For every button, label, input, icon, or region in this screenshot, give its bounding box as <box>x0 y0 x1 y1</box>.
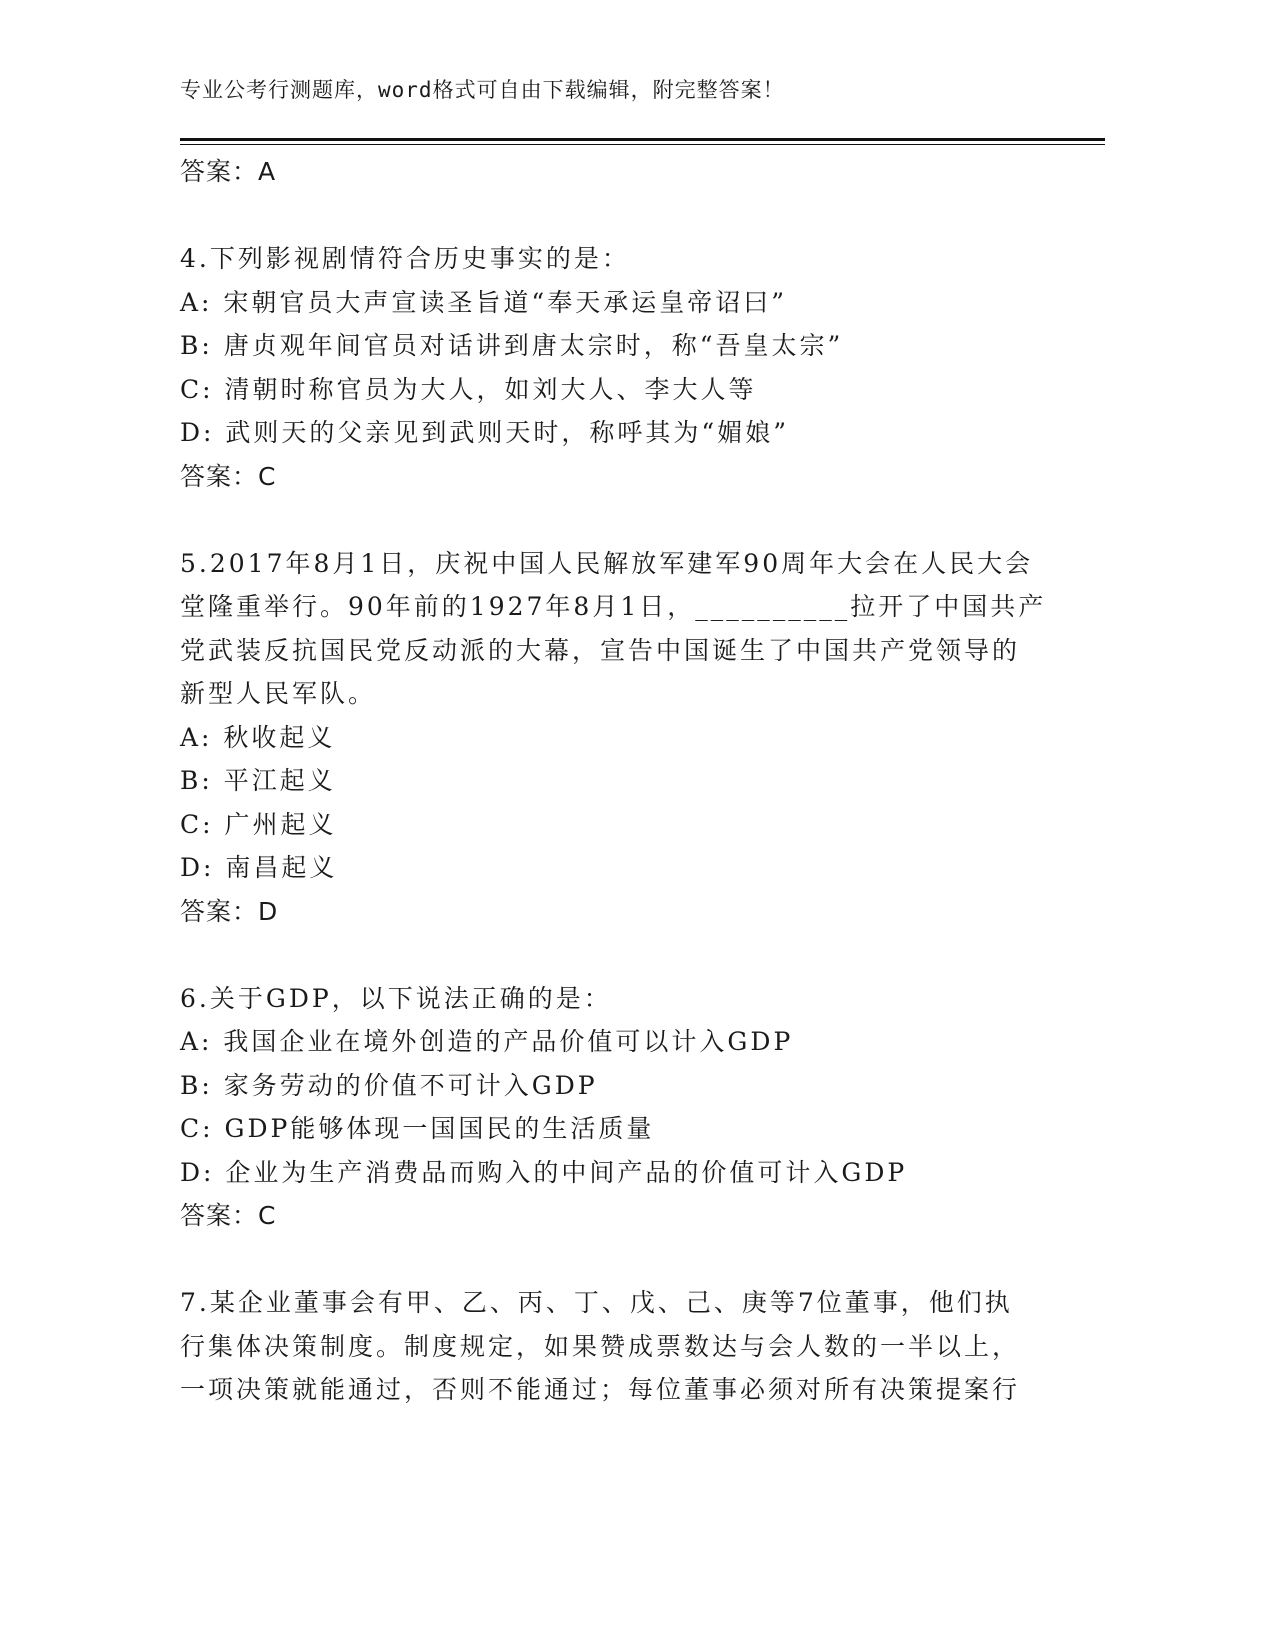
question-text: 行集体决策制度。制度规定，如果赞成票数达与会人数的一半以上， <box>180 1331 1021 1361</box>
question-text: 5.2017年8月1日，庆祝中国人民解放军建军90周年大会在人民大会 <box>180 548 1034 578</box>
spacer <box>180 1238 1040 1282</box>
option-a: A: 我国企业在境外创造的产品价值可以计入GDP <box>180 1027 794 1056</box>
question-text: 新型人民军队。 <box>180 679 377 708</box>
header-rule <box>180 138 1105 141</box>
answer-line: 答案：C <box>180 461 277 491</box>
page-header-text: 专业公考行测题库，word格式可自由下载编辑，附完整答案！ <box>180 78 785 102</box>
option-c: C: 广州起义 <box>180 809 337 839</box>
option-b: B: 唐贞观年间官员对话讲到唐太宗时，称“吾皇太宗” <box>180 331 844 360</box>
question-text: 6.关于GDP，以下说法正确的是： <box>180 983 612 1013</box>
question-text: 4.下列影视剧情符合历史事实的是： <box>180 244 630 273</box>
answer-line: 答案：D <box>180 896 279 926</box>
option-d: D: 企业为生产消费品而购入的中间产品的价值可计入GDP <box>180 1157 908 1187</box>
question-block <box>180 1281 1040 1412</box>
option-a: A: 宋朝官员大声宣读圣旨道“奉天承运皇帝诏曰” <box>180 287 787 317</box>
answer-line: 答案：C <box>180 1201 277 1230</box>
question-text: 7.某企业董事会有甲、乙、丙、丁、戊、己、庚等7位董事，他们执 <box>180 1288 1013 1317</box>
question-block <box>180 542 1047 934</box>
spacer <box>180 933 1040 977</box>
document-body <box>180 150 1047 1412</box>
option-b: B: 平江起义 <box>180 766 336 795</box>
option-d: D: 南昌起义 <box>180 853 338 882</box>
option-c: C: GDP能够体现一国国民的生活质量 <box>180 1114 655 1143</box>
option-a: A: 秋收起义 <box>180 722 336 752</box>
header-rule-thin <box>180 144 1105 145</box>
question-text: 一项决策就能通过，否则不能通过；每位董事必须对所有决策提案行 <box>180 1375 1021 1404</box>
question-block <box>180 977 1040 1238</box>
option-d: D: 武则天的父亲见到武则天时，称呼其为“媚娘” <box>180 418 789 447</box>
option-b: B: 家务劳动的价值不可计入GDP <box>180 1070 598 1100</box>
option-c: C: 清朝时称官员为大人，如刘大人、李大人等 <box>180 374 757 404</box>
answer-line: 答案：A <box>180 157 277 186</box>
spacer <box>180 194 1040 238</box>
question-block <box>180 237 1040 498</box>
question-text: 党武装反抗国民党反动派的大幕，宣告中国诞生了中国共产党领导的 <box>180 635 1021 665</box>
question-text: 堂隆重举行。90年前的1927年8月1日，__________拉开了中国共产 <box>180 592 1047 621</box>
spacer <box>180 498 1040 542</box>
